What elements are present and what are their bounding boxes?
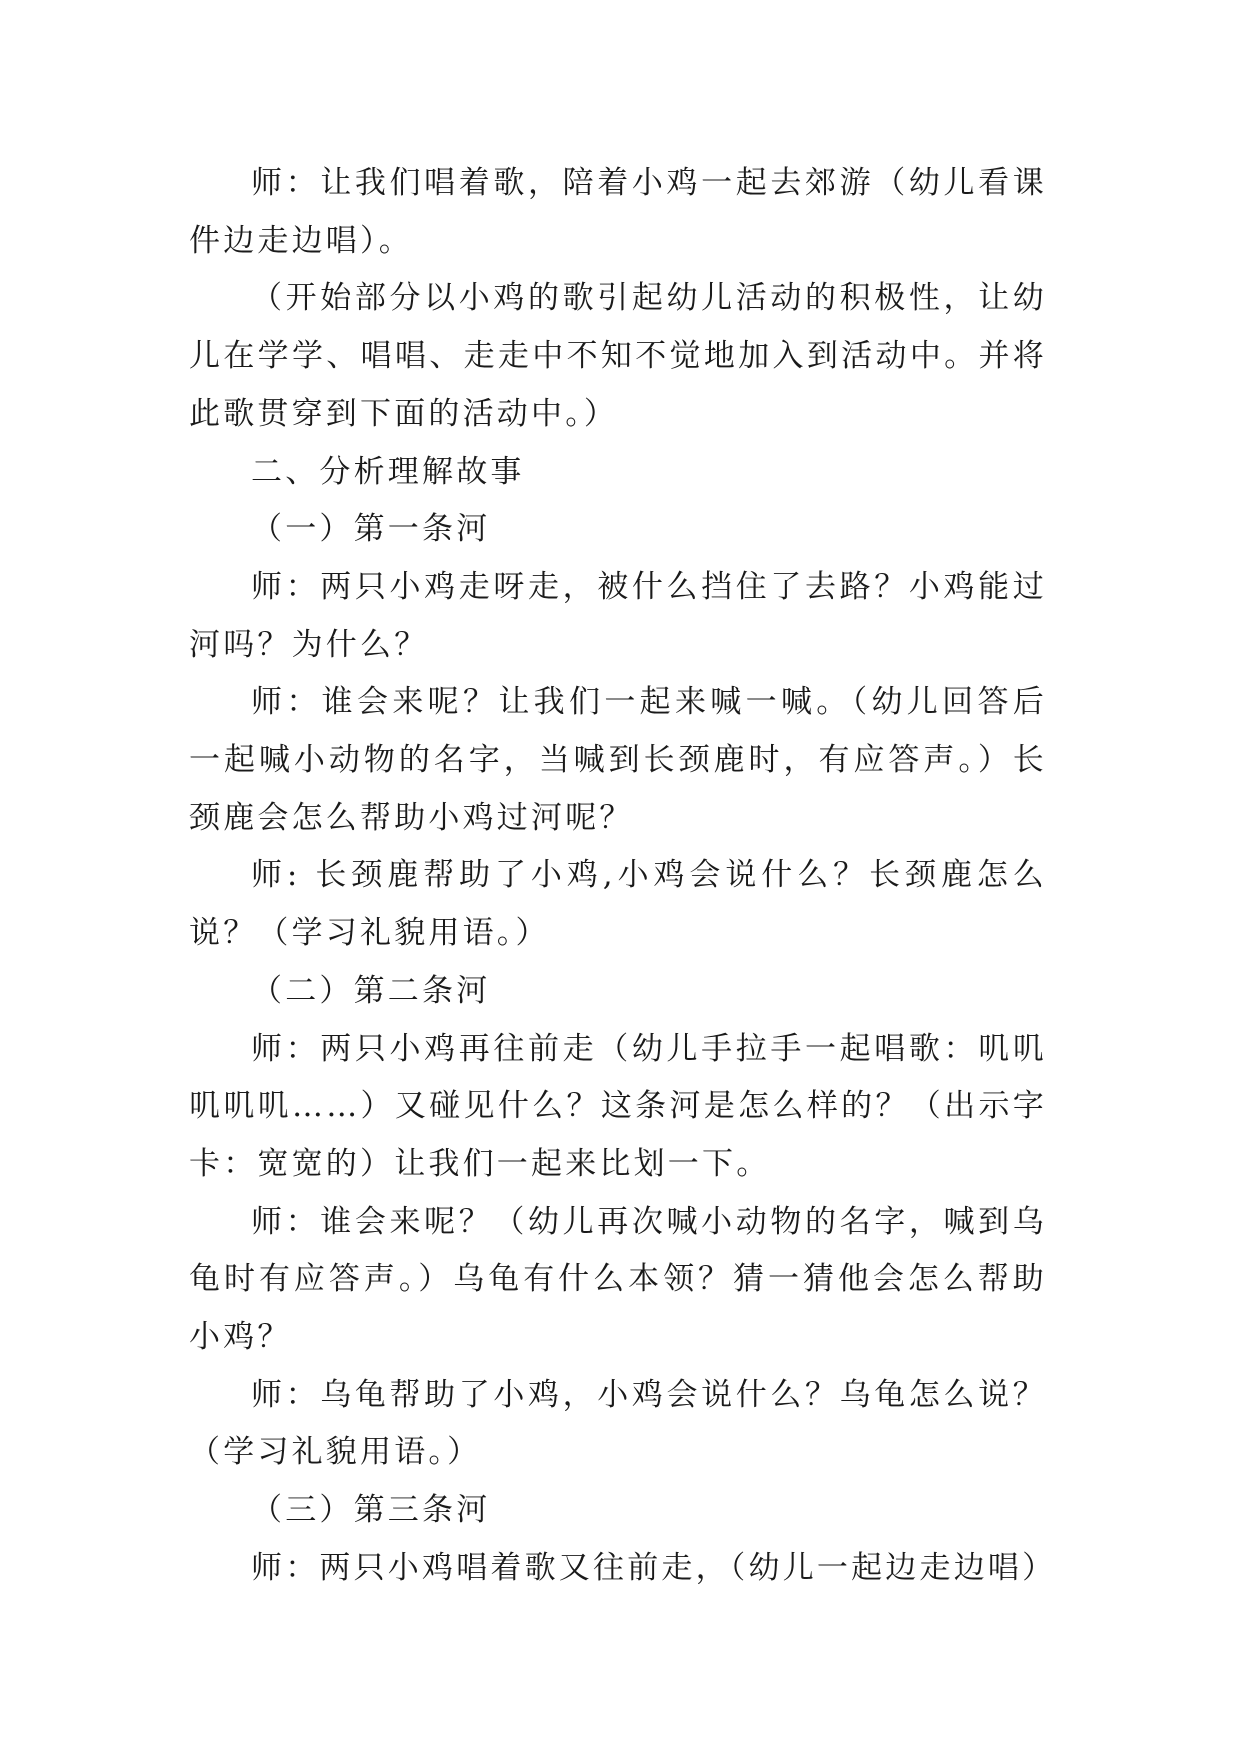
paragraph-opening-note: （开始部分以小鸡的歌引起幼儿活动的积极性，让幼儿在学学、唱唱、走走中不知不觉地加入到活动中。并将此歌贯穿到下面的活动中。）	[189, 280, 1047, 432]
subheading-third-river: （三）第三条河	[251, 1492, 491, 1529]
paragraph-second-river-question: 师：两只小鸡再往前走（幼儿手拉手一起唱歌：叽叽叽叽叽……）又碰见什么？这条河是怎么样的？（出示字卡：宽宽的）让我们一起来比划一下。	[189, 1030, 1047, 1182]
paragraph-teacher-sing-outing: 师：让我们唱着歌，陪着小鸡一起去郊游（幼儿看课件边走边唱）。	[189, 165, 1047, 259]
subheading-second-river: （二）第二条河	[251, 972, 491, 1009]
paragraph-giraffe-call: 师：谁会来呢？让我们一起来喊一喊。（幼儿回答后一起喊小动物的名字，当喊到长颈鹿时，有应答声。）长颈鹿会怎么帮助小鸡过河呢？	[189, 684, 1047, 836]
paragraph-giraffe-thanks: 师: 长颈鹿帮助了小鸡,小鸡会说什么？长颈鹿怎么说？（学习礼貌用语。）	[189, 857, 1047, 952]
paragraph-first-river-question: 师：两只小鸡走呀走，被什么挡住了去路？小鸡能过河吗？为什么？	[189, 568, 1047, 663]
paragraph-turtle-call: 师：谁会来呢？（幼儿再次喊小动物的名字，喊到乌龟时有应答声。）乌龟有什么本领？猜一猜他会怎么帮助小鸡？	[189, 1203, 1047, 1356]
document-body	[189, 155, 1057, 1598]
section-heading-analyze-story: 二、分析理解故事	[251, 453, 525, 490]
paragraph-third-river-walk: 师：两只小鸡唱着歌又往前走，（幼儿一起边走边唱）	[251, 1549, 1057, 1586]
paragraph-turtle-thanks: 师：乌龟帮助了小鸡，小鸡会说什么？乌龟怎么说？（学习礼貌用语。）	[189, 1376, 1047, 1471]
subheading-first-river: （一）第一条河	[251, 511, 491, 548]
